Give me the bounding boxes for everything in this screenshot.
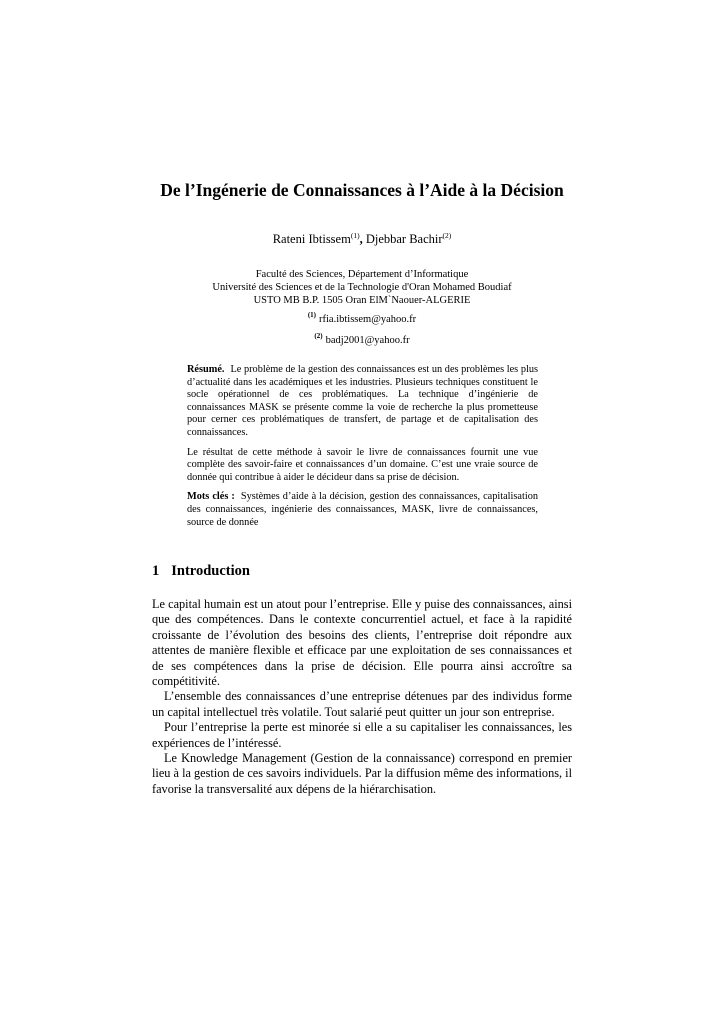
author-mark: (2) (442, 231, 452, 240)
section-heading (152, 562, 250, 580)
affiliation-line: Université des Sciences et de la Technologie d'Oran Mohamed Boudiaf (212, 282, 512, 293)
abstract-paragraph: Le résultat de cette méthode à savoir le livre de connaissances fournit une vue complète des savoir-faire et connaissances d’un domaine. C’est une vraie source de donnée qui contribue à aider le décideur dans sa prise de décision. (187, 446, 538, 483)
section-number: 1 (152, 563, 160, 579)
abstract-paragraph (187, 364, 538, 440)
body-paragraph: Le capital humain est un atout pour l’entreprise. Elle y puise des connaissances, ainsi que des compétences. Dans le contexte concurrentiel actuel, et face à la rapidité croissante de l’évolution des besoins des clients, l’entreprise doit répondre aux attentes de manière flexible et efficace par une exploitation de ses connaissances et de ses compétences dans la prise de décision. Elle pourra ainsi accroître sa compétitivité. (152, 597, 572, 689)
section-title: Introduction (171, 563, 250, 579)
affiliation-line: USTO MB B.P. 1505 Oran ElM`Naouer-ALGERIE (253, 295, 471, 306)
keywords (187, 491, 538, 529)
section-body (152, 597, 572, 797)
keywords-label: Mots clés : (187, 491, 235, 503)
body-paragraph: L’ensemble des connaissances d’une entreprise détenues par des individus forme un capital intellectuel très volatile. Tout salarié peut quitter un jour son entreprise. (152, 689, 572, 719)
body-paragraph: Pour l’entreprise la perte est minorée si elle a su capitaliser les connaissances, les expériences de l’intéressé. (152, 720, 572, 750)
paper-title: De l’Ingénerie de Connaissances à l’Aide à la Décision (160, 180, 564, 200)
email-line (0, 307, 724, 328)
email-address: rfia.ibtissem@yahoo.fr (319, 314, 417, 325)
author-name: Rateni Ibtissem (272, 232, 351, 246)
email-address: badj2001@yahoo.fr (325, 335, 410, 346)
affiliation-block (0, 268, 724, 349)
abstract (187, 364, 538, 536)
author-line (0, 228, 724, 247)
email-line (0, 328, 724, 349)
body-paragraph: Le Knowledge Management (Gestion de la connaissance) correspond en premier lieu à la gestion de ces savoirs individuels. Par la diffusion même des informations, il favorise la transversalité aux dépens de la hiérarchisation. (152, 751, 572, 796)
affiliation-line: Faculté des Sciences, Département d’Informatique (255, 269, 469, 280)
abstract-label: Résumé. (187, 364, 225, 375)
keywords-text: Systèmes d’aide à la décision, gestion des connaissances, capitalisation des connaissances, ingénierie des connaissances, MASK, livre de connaissances, source de donnée (187, 491, 538, 528)
email-mark: (1) (307, 311, 316, 319)
author-mark: (1) (350, 231, 360, 240)
author-separator: , (359, 232, 363, 246)
author-name: Djebbar Bachir (365, 232, 443, 246)
email-mark: (2) (314, 332, 323, 340)
abstract-text: Le problème de la gestion des connaissances est un des problèmes les plus d’actualité dans les académiques et les industries. Plusieurs techniques constituent le socle opérationnel de ces problématiques. La technique d’ingénierie de connaissances MASK se présente comme la voie de recherche la plus prometteuse pour cerner ces problématiques de transfert, de partage et de capitalisation des connaissances. (187, 364, 538, 438)
